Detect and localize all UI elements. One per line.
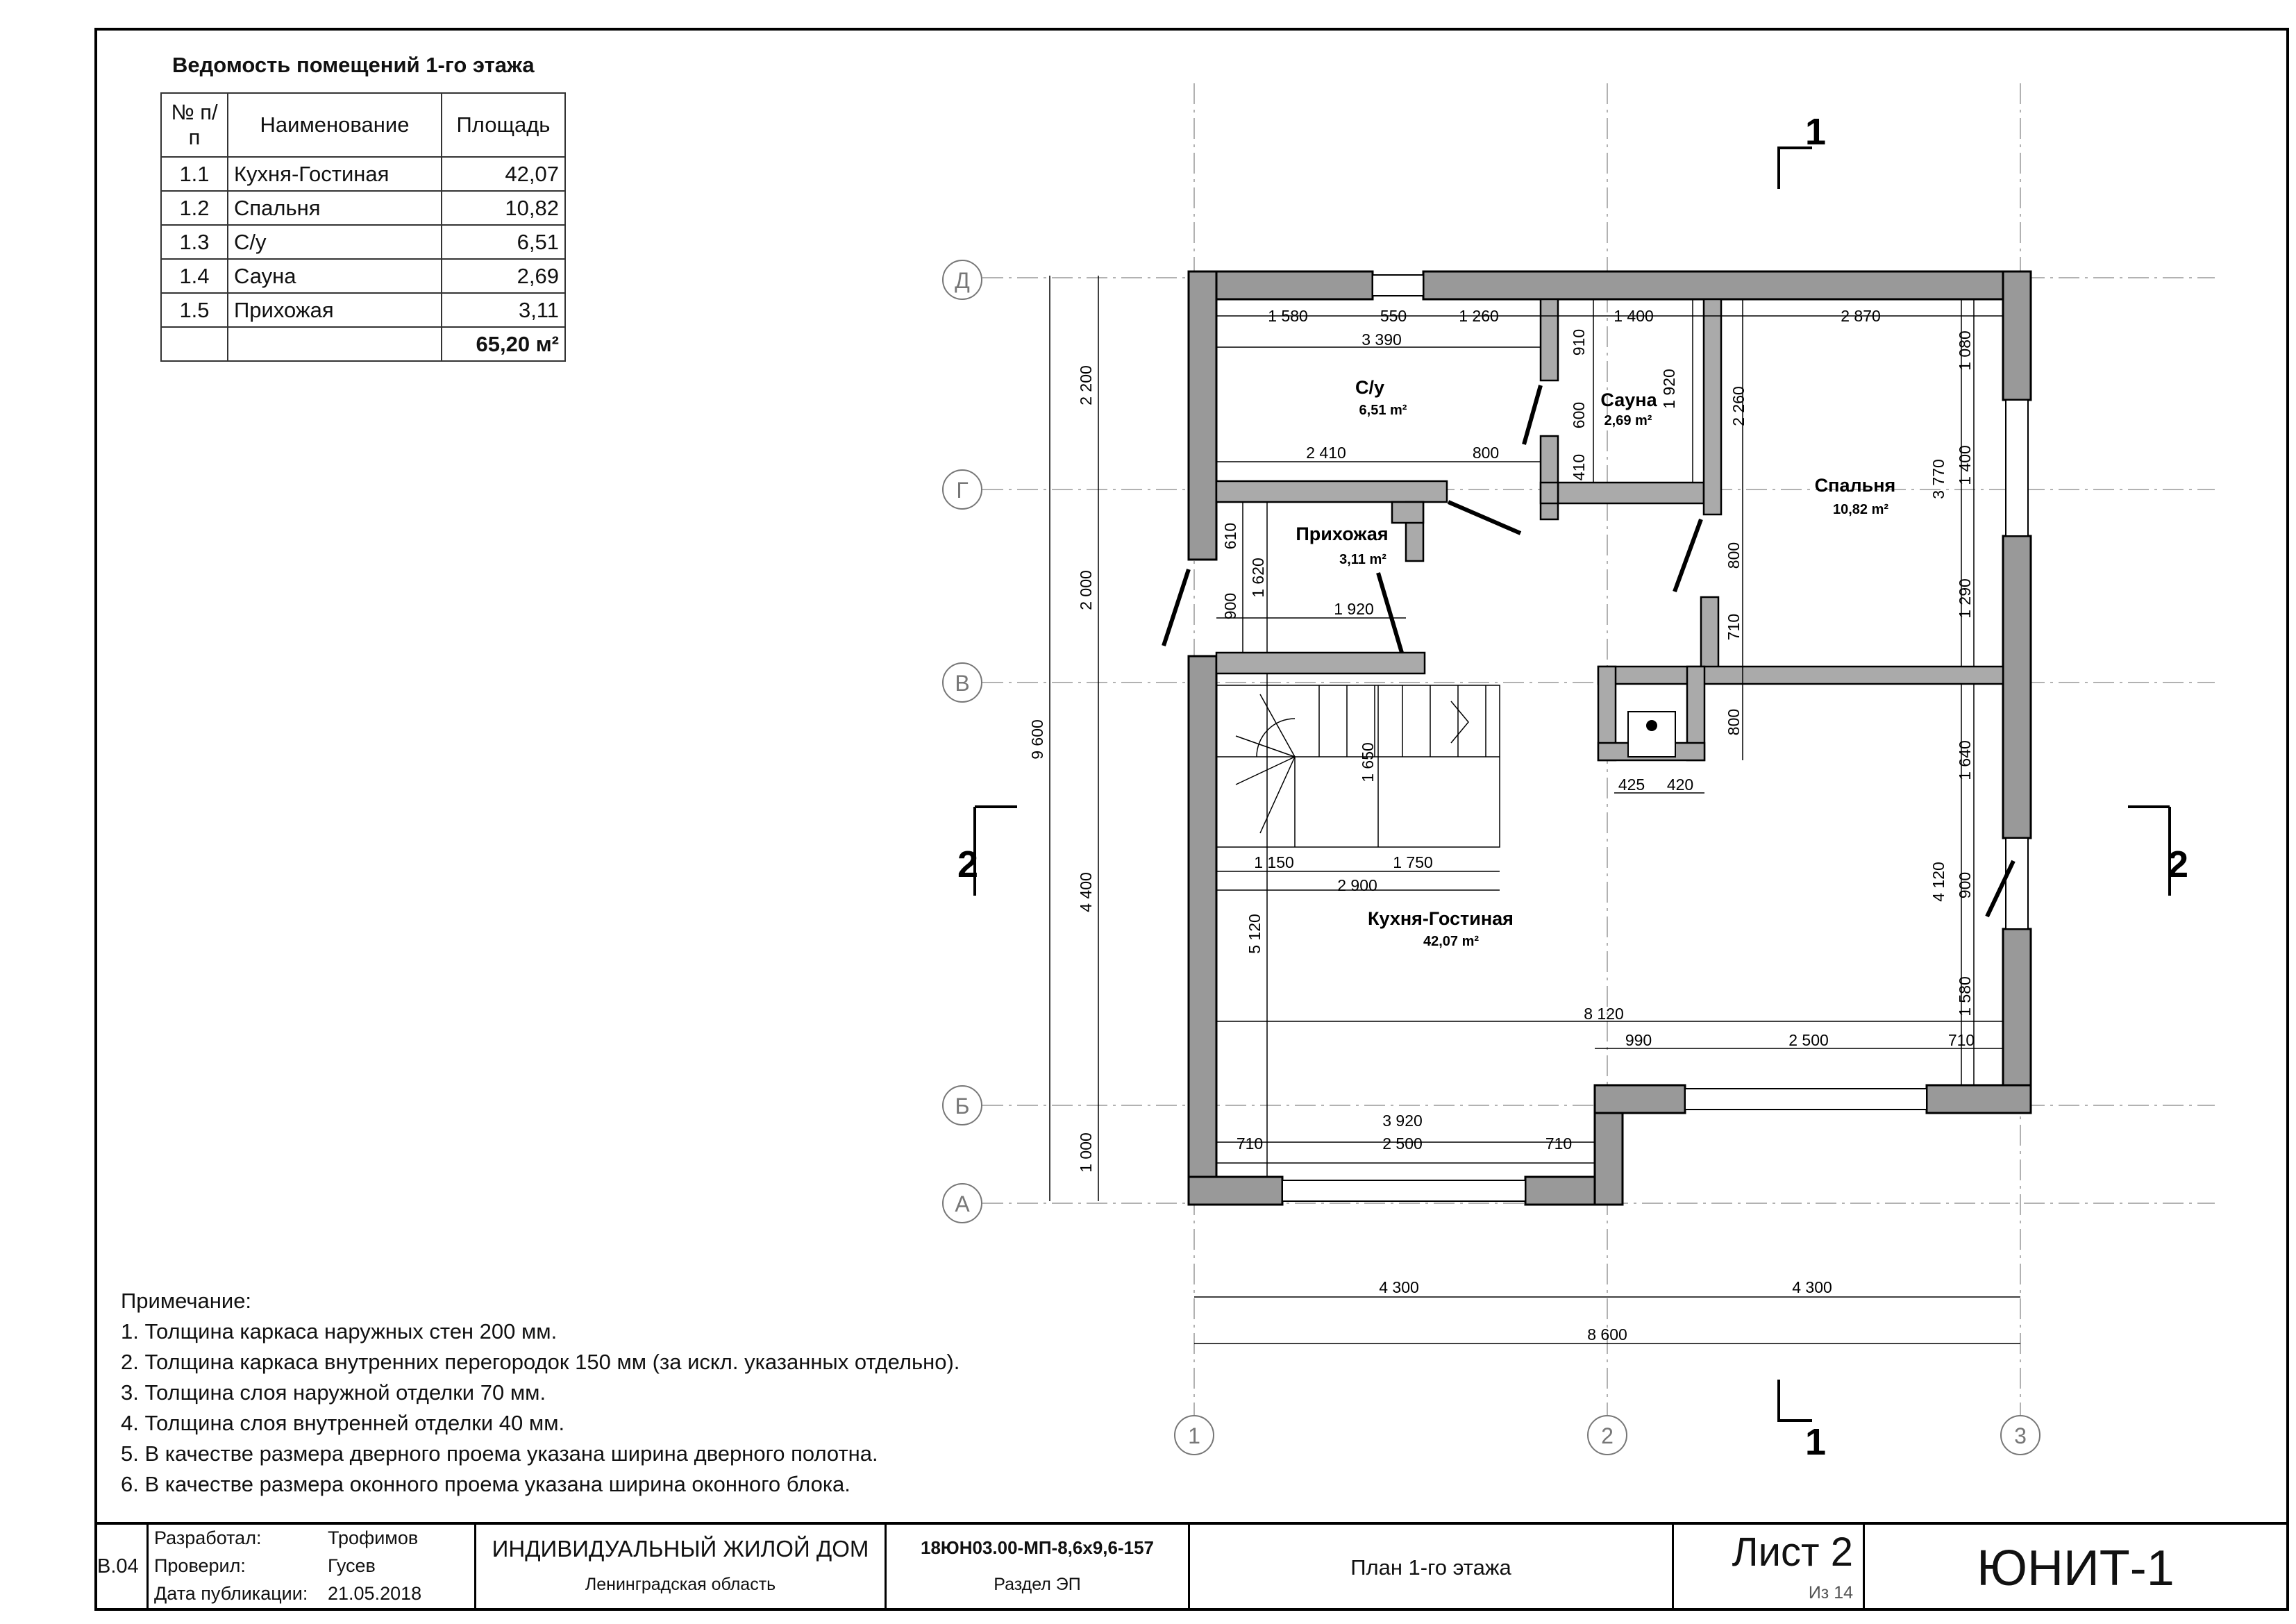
sheet-title: План 1-го этажа bbox=[1350, 1555, 1511, 1580]
dim-text: 710 bbox=[1236, 1135, 1264, 1153]
room-name-hall: Прихожая bbox=[1296, 524, 1389, 544]
dim-text: 2 870 bbox=[1841, 307, 1881, 325]
axis-label-b: Б bbox=[955, 1094, 970, 1119]
project-region: Ленинградская область bbox=[585, 1575, 776, 1594]
dim-text: 2 000 bbox=[1077, 570, 1095, 610]
room-name-sauna: Сауна bbox=[1600, 390, 1657, 410]
section-label: 1 bbox=[1804, 111, 1827, 153]
dim-text: 610 bbox=[1221, 522, 1239, 550]
dim-text: 710 bbox=[1545, 1135, 1573, 1153]
dim-text: 1 400 bbox=[1614, 307, 1654, 325]
note-item: 5. В качестве размера дверного проема указана ширина дверного полотна. bbox=[121, 1441, 878, 1466]
document-code: 18ЮН03.00-МП-8,6х9,6-157 bbox=[920, 1537, 1155, 1558]
room-area-sauna: 2,69 m² bbox=[1604, 413, 1652, 428]
room-name-su: С/у bbox=[1355, 377, 1385, 398]
row-name: Прихожая bbox=[228, 293, 442, 327]
dim-text: 1 580 bbox=[1268, 307, 1308, 325]
dim-text: 8 600 bbox=[1587, 1325, 1627, 1343]
dim-text: 1 080 bbox=[1956, 330, 1974, 371]
dim-text: 1 260 bbox=[1459, 307, 1499, 325]
axis-label-1: 1 bbox=[1188, 1423, 1200, 1448]
dim-text: 1 000 bbox=[1077, 1132, 1095, 1173]
dim-text: 2 200 bbox=[1077, 365, 1095, 405]
dim-text: 8 120 bbox=[1584, 1005, 1624, 1023]
row-area: 2,69 bbox=[442, 259, 565, 293]
note-item: 4. Толщина слоя внутренней отделки 40 мм. bbox=[121, 1411, 565, 1435]
stove bbox=[1628, 712, 1675, 757]
dim-text: 2 900 bbox=[1337, 876, 1377, 894]
checked-label: Проверил: bbox=[154, 1555, 246, 1576]
section-label: 1 bbox=[1804, 1421, 1827, 1463]
dim-text: 410 bbox=[1570, 453, 1588, 481]
section-label: 2 bbox=[957, 844, 979, 885]
axis-label-v: В bbox=[955, 671, 970, 696]
dim-text: 600 bbox=[1570, 401, 1588, 429]
axis-label-d: Д bbox=[955, 268, 970, 293]
dim-text: 550 bbox=[1380, 307, 1407, 325]
dim-text: 710 bbox=[1947, 1031, 1975, 1049]
axis-label-g: Г bbox=[956, 478, 969, 503]
project-title: ИНДИВИДУАЛЬНЫЙ ЖИЛОЙ ДОМ bbox=[492, 1536, 869, 1562]
dim-text: 9 600 bbox=[1028, 719, 1046, 760]
section-label: 2 bbox=[2167, 844, 2189, 885]
dim-text: 420 bbox=[1666, 776, 1694, 794]
date-label: Дата публикации: bbox=[154, 1583, 308, 1604]
title-block bbox=[94, 1522, 2289, 1611]
sheet-code: В.04 bbox=[97, 1555, 139, 1577]
doors bbox=[1164, 385, 2013, 916]
checked-by: Гусев bbox=[328, 1555, 376, 1576]
row-num: 1.3 bbox=[161, 225, 228, 259]
publish-date: 21.05.2018 bbox=[328, 1583, 422, 1604]
dim-text: 1 580 bbox=[1956, 976, 1974, 1016]
row-num: 1.1 bbox=[161, 157, 228, 191]
row-area: 10,82 bbox=[442, 191, 565, 225]
notes-title: Примечание: bbox=[121, 1289, 252, 1313]
row-num: 1.5 bbox=[161, 293, 228, 327]
dim-text: 900 bbox=[1221, 592, 1239, 620]
dim-text: 800 bbox=[1725, 542, 1743, 569]
axis-label-3: 3 bbox=[2014, 1423, 2027, 1448]
header-num: № п/п bbox=[161, 93, 228, 157]
dim-text: 1 650 bbox=[1359, 742, 1377, 782]
dim-text: 3 770 bbox=[1929, 459, 1947, 499]
note-item: 1. Толщина каркаса наружных стен 200 мм. bbox=[121, 1319, 558, 1343]
header-name: Наименование bbox=[228, 93, 442, 157]
total-area: 65,20 м² bbox=[442, 327, 565, 361]
dim-text: 4 400 bbox=[1077, 872, 1095, 912]
axis-bubbles bbox=[943, 260, 2040, 1455]
sheets-total: Из 14 bbox=[1808, 1583, 1853, 1602]
document-section: Раздел ЭП bbox=[994, 1575, 1081, 1594]
dim-text: 2 500 bbox=[1382, 1135, 1423, 1153]
dim-text: 4 300 bbox=[1792, 1278, 1832, 1296]
room-area-bedroom: 10,82 m² bbox=[1832, 502, 1889, 517]
sheet-number: Лист 2 bbox=[1732, 1530, 1853, 1575]
note-item: 6. В качестве размера оконного проема указана ширина оконного блока. bbox=[121, 1472, 850, 1496]
developed-by: Трофимов bbox=[328, 1527, 419, 1548]
room-name-bedroom: Спальня bbox=[1814, 475, 1896, 496]
room-area-hall: 3,11 m² bbox=[1339, 552, 1386, 567]
row-name: С/у bbox=[228, 225, 442, 259]
dim-text: 1 750 bbox=[1393, 853, 1433, 871]
dim-text: 425 bbox=[1618, 776, 1645, 794]
dim-text: 1 920 bbox=[1660, 369, 1678, 409]
developed-label: Разработал: bbox=[154, 1527, 262, 1548]
dim-text: 3 390 bbox=[1361, 330, 1402, 349]
header-area: Площадь bbox=[442, 93, 565, 157]
note-item: 3. Толщина слоя наружной отделки 70 мм. bbox=[121, 1380, 546, 1405]
dim-text: 1 920 bbox=[1334, 600, 1374, 618]
dim-text: 800 bbox=[1472, 444, 1500, 462]
dim-text: 990 bbox=[1625, 1031, 1652, 1049]
row-area: 6,51 bbox=[442, 225, 565, 259]
dim-text: 2 410 bbox=[1306, 444, 1346, 462]
dim-text: 4 120 bbox=[1929, 862, 1947, 902]
dim-text: 4 300 bbox=[1379, 1278, 1419, 1296]
dim-text: 800 bbox=[1725, 708, 1743, 736]
dim-text: 1 400 bbox=[1956, 445, 1974, 485]
table-title: Ведомость помещений 1-го этажа bbox=[172, 53, 535, 77]
stairs bbox=[1216, 685, 1500, 847]
dim-text: 3 920 bbox=[1382, 1112, 1423, 1130]
row-name: Сауна bbox=[228, 259, 442, 293]
room-area-su: 6,51 m² bbox=[1359, 403, 1407, 418]
row-num: 1.2 bbox=[161, 191, 228, 225]
notes bbox=[121, 1286, 960, 1500]
row-name: Кухня-Гостиная bbox=[228, 157, 442, 191]
dim-text: 910 bbox=[1570, 328, 1588, 356]
dim-text: 2 260 bbox=[1729, 386, 1748, 426]
dim-text: 1 290 bbox=[1956, 578, 1974, 619]
row-area: 3,11 bbox=[442, 293, 565, 327]
note-item: 2. Толщина каркаса внутренних перегородок 150 мм (за искл. указанных отдельно). bbox=[121, 1350, 960, 1374]
dim-text: 2 500 bbox=[1788, 1031, 1829, 1049]
dim-text: 5 120 bbox=[1246, 914, 1264, 954]
dim-text: 1 640 bbox=[1956, 740, 1974, 780]
room-area-kitchen: 42,07 m² bbox=[1423, 934, 1480, 949]
axis-label-a: А bbox=[955, 1191, 970, 1216]
dim-text: 1 620 bbox=[1249, 558, 1267, 598]
dim-text: 710 bbox=[1725, 613, 1743, 641]
axis-label-2: 2 bbox=[1601, 1423, 1614, 1448]
company-logo-text: ЮНИТ-1 bbox=[1977, 1541, 2175, 1596]
row-area: 42,07 bbox=[442, 157, 565, 191]
row-num: 1.4 bbox=[161, 259, 228, 293]
room-name-kitchen: Кухня-Гостиная bbox=[1368, 908, 1514, 929]
dim-text: 900 bbox=[1956, 871, 1974, 899]
row-name: Спальня bbox=[228, 191, 442, 225]
dim-text: 1 150 bbox=[1254, 853, 1294, 871]
